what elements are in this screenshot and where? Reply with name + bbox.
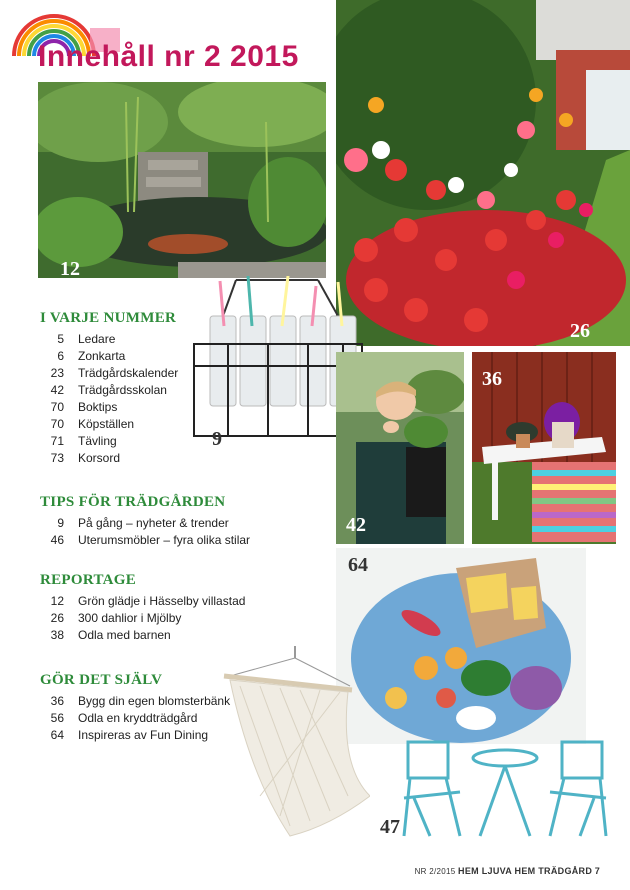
toc-entry[interactable] [40,450,320,467]
toc-entry[interactable] [40,610,320,627]
toc-page: 6 [57,349,64,363]
toc-label: Korsord [78,451,121,465]
toc-label: Odla en kryddträdgård [78,711,198,725]
toc-label: Inspireras av Fun Dining [78,728,209,742]
toc-entry[interactable] [40,515,320,532]
toc-entry[interactable] [40,365,320,382]
section-diy [40,672,320,744]
section-title: TIPS FÖR TRÄDGÅRDEN [40,494,226,510]
section-every-issue [40,310,320,467]
toc-page: 12 [50,594,64,608]
toc-entry[interactable] [40,727,320,744]
toc-entry[interactable] [40,433,320,450]
pond-photo [38,82,326,278]
toc-entry[interactable] [40,399,320,416]
toc-label: Grön glädje i Hässelby villastad [78,594,246,608]
section-garden-tips [40,494,320,549]
toc-label: På gång – nyheter & trender [78,516,229,530]
toc-page: 46 [50,533,64,547]
toc-page: 73 [50,451,64,465]
toc-label: Ledare [78,332,116,346]
toc-label: Boktips [78,400,118,414]
photo-number-boy: 42 [346,514,366,536]
toc-label: Tävling [78,434,117,448]
toc-label: Odla med barnen [78,628,171,642]
photo-number-bench: 36 [482,368,502,390]
page-title: Innehåll nr 2 2015 [38,40,299,73]
toc-page: 64 [50,728,64,742]
photo-number-furniture: 47 [380,816,400,838]
toc-label: Zonkarta [78,349,126,363]
toc-entry[interactable] [40,627,320,644]
toc-label: Trädgårdsskolan [78,383,167,397]
toc-page: 42 [50,383,64,397]
footer-issue: NR 2/2015 [414,867,456,876]
toc-entry[interactable] [40,593,320,610]
photo-number-food: 64 [348,554,368,576]
toc-entry[interactable] [40,693,320,710]
toc-page: 38 [50,628,64,642]
section-title: GÖR DET SJÄLV [40,672,163,688]
photo-number-flowers: 26 [570,320,590,342]
toc-label: Trädgårdskalender [78,366,179,380]
section-title: I VARJE NUMMER [40,310,177,326]
toc-page: 26 [50,611,64,625]
bistro-furniture-photo [400,736,610,842]
photo-number-bottles: 9 [212,428,222,450]
toc-entry[interactable] [40,331,320,348]
footer-page-number: 7 [594,866,600,876]
toc-page: 9 [57,516,64,530]
page-footer [415,866,600,876]
section-reportage [40,572,320,644]
toc-label: Bygg din egen blomsterbänk [78,694,231,708]
toc-label: Köpställen [78,417,135,431]
photo-number-pond: 12 [60,258,80,280]
toc-page: 36 [50,694,64,708]
toc-page: 71 [50,434,64,448]
toc-label: Uterumsmöbler – fyra olika stilar [78,533,251,547]
toc-label: 300 dahlior i Mjölby [78,611,182,625]
dahlia-garden-photo [336,0,630,346]
toc-entry[interactable] [40,348,320,365]
toc-page: 23 [50,366,64,380]
toc-entry[interactable] [40,382,320,399]
toc-page: 56 [50,711,64,725]
footer-magazine: HEM LJUVA HEM TRÄDGÅRD [458,866,593,876]
toc-entry[interactable] [40,416,320,433]
section-title: REPORTAGE [40,572,137,588]
fun-dining-photo [336,548,586,744]
toc-entry[interactable] [40,532,320,549]
toc-page: 5 [57,332,64,346]
toc-entry[interactable] [40,710,320,727]
toc-page: 70 [50,400,64,414]
toc-page: 70 [50,417,64,431]
